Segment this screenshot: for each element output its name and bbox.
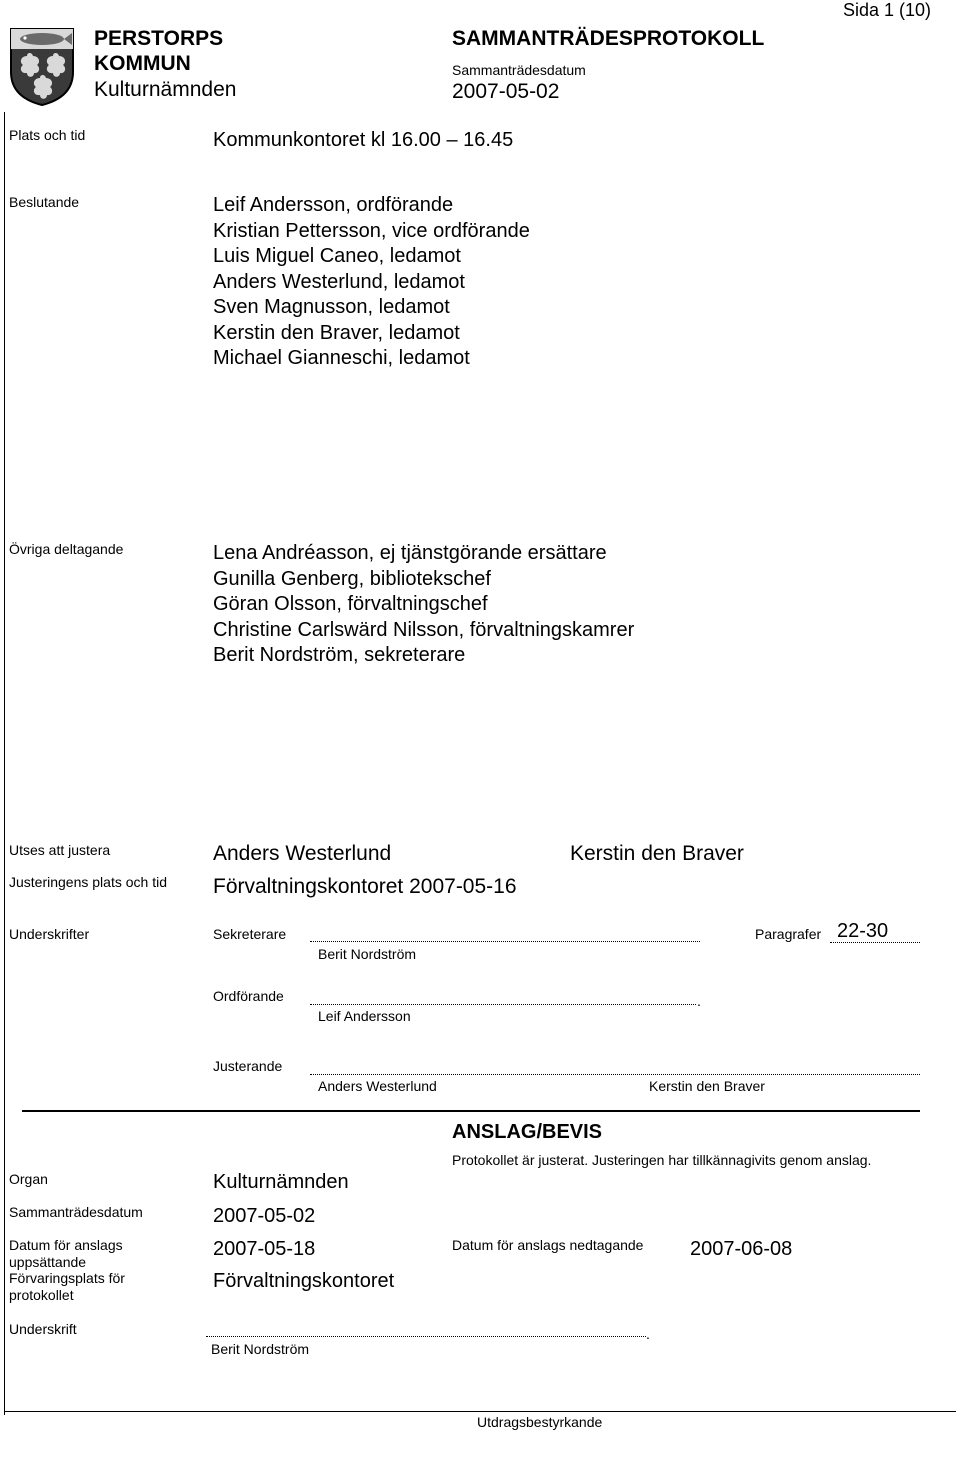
posted-value: 2007-05-18 <box>213 1238 316 1260</box>
signatures-label: Underskrifter <box>9 926 90 942</box>
organ-label: Organ <box>9 1171 48 1187</box>
paragraphs-value: 22-30 <box>837 920 889 942</box>
deciding-member: Luis Miguel Caneo, ledamot <box>213 245 461 267</box>
adjuster-signature-name-1: Anders Westerlund <box>318 1078 437 1094</box>
page-number: Sida 1 (10) <box>843 0 932 20</box>
storage-value: Förvaltningskontoret <box>213 1270 395 1292</box>
others-label: Övriga deltagande <box>9 541 124 557</box>
deciding-label: Beslutande <box>9 194 80 210</box>
document-type: SAMMANTRÄDESPROTOKOLL <box>452 27 765 50</box>
deciding-member: Leif Andersson, ordförande <box>213 194 454 216</box>
deciding-member: Kristian Pettersson, vice ordförande <box>213 219 530 242</box>
notice-statement: Protokollet är justerat. Justeringen har tillkännagivits genom anslag. <box>452 1152 872 1168</box>
posted-label <box>9 1237 123 1270</box>
committee-name: Kulturnämnden <box>94 78 237 101</box>
signature-label: Underskrift <box>9 1321 77 1337</box>
notice-date-label: Sammanträdesdatum <box>9 1204 143 1220</box>
adjuster-signature-name-2: Kerstin den Braver <box>649 1078 765 1094</box>
deciding-member: Anders Westerlund, ledamot <box>213 270 465 293</box>
notice-date-value: 2007-05-02 <box>213 1205 316 1227</box>
removed-label: Datum för anslags nedtagande <box>452 1237 644 1253</box>
organ-value: Kulturnämnden <box>213 1171 349 1193</box>
removed-value: 2007-06-08 <box>690 1238 793 1260</box>
other-participant: Gunilla Genberg, bibliotekschef <box>213 567 491 590</box>
deciding-member: Michael Gianneschi, ledamot <box>213 347 470 369</box>
storage-label-line2: protokollet <box>9 1286 74 1303</box>
place-label: Plats och tid <box>9 127 86 143</box>
chair-signature-line[interactable] <box>310 1004 696 1005</box>
adjuster-signature-label: Justerande <box>213 1058 283 1074</box>
paragraphs-line <box>830 942 920 943</box>
adjuster-signature-line[interactable] <box>310 1074 920 1075</box>
storage-label-line1: Förvaringsplats för <box>9 1270 125 1286</box>
secretary-signature-line[interactable] <box>310 941 700 942</box>
secretary-name: Berit Nordström <box>318 946 417 962</box>
adjuster-2: Kerstin den Braver <box>570 842 744 865</box>
org-name-line2: KOMMUN <box>94 52 191 75</box>
adjuster-1: Anders Westerlund <box>213 842 392 865</box>
coat-of-arms-icon <box>8 26 76 106</box>
chair-name: Leif Andersson <box>318 1008 411 1024</box>
place-value: Kommunkontoret kl 16.00 – 16.45 <box>213 129 514 151</box>
deciding-member: Sven Magnusson, ledamot <box>213 296 450 318</box>
chair-line-dot: . <box>697 993 701 1009</box>
meeting-date-label: Sammanträdesdatum <box>452 62 586 78</box>
meeting-date: 2007-05-02 <box>452 80 560 103</box>
adjust-place-label: Justeringens plats och tid <box>9 874 167 890</box>
footer-label: Utdragsbestyrkande <box>477 1414 603 1430</box>
storage-label <box>9 1270 125 1303</box>
chair-label: Ordförande <box>213 988 284 1004</box>
adjust-place-value: Förvaltningskontoret 2007-05-16 <box>213 875 517 898</box>
adjusters-label: Utses att justera <box>9 842 111 858</box>
others-list <box>213 541 634 669</box>
deciding-member: Kerstin den Braver, ledamot <box>213 321 460 344</box>
notice-signature-dot: . <box>646 1326 650 1342</box>
section-divider <box>22 1110 920 1112</box>
paragraphs-label: Paragrafer <box>755 926 822 942</box>
other-participant: Christine Carlswärd Nilsson, förvaltningskamrer <box>213 618 635 641</box>
posted-label-line2: uppsättande <box>9 1253 87 1270</box>
secretary-label: Sekreterare <box>213 926 287 942</box>
posted-label-line1: Datum för anslags <box>9 1237 123 1253</box>
other-participant: Berit Nordström, sekreterare <box>213 644 466 666</box>
other-participant: Lena Andréasson, ej tjänstgörande ersättare <box>213 542 607 564</box>
other-participant: Göran Olsson, förvaltningschef <box>213 593 488 615</box>
footer-divider <box>4 1411 956 1412</box>
org-name-line1: PERSTORPS <box>94 27 224 50</box>
deciding-list <box>213 193 530 372</box>
left-margin-rule <box>4 112 5 1415</box>
notice-signature-line[interactable] <box>206 1336 646 1337</box>
notice-title: ANSLAG/BEVIS <box>452 1121 603 1143</box>
notice-signature-name: Berit Nordström <box>211 1341 310 1357</box>
logo <box>8 26 76 106</box>
